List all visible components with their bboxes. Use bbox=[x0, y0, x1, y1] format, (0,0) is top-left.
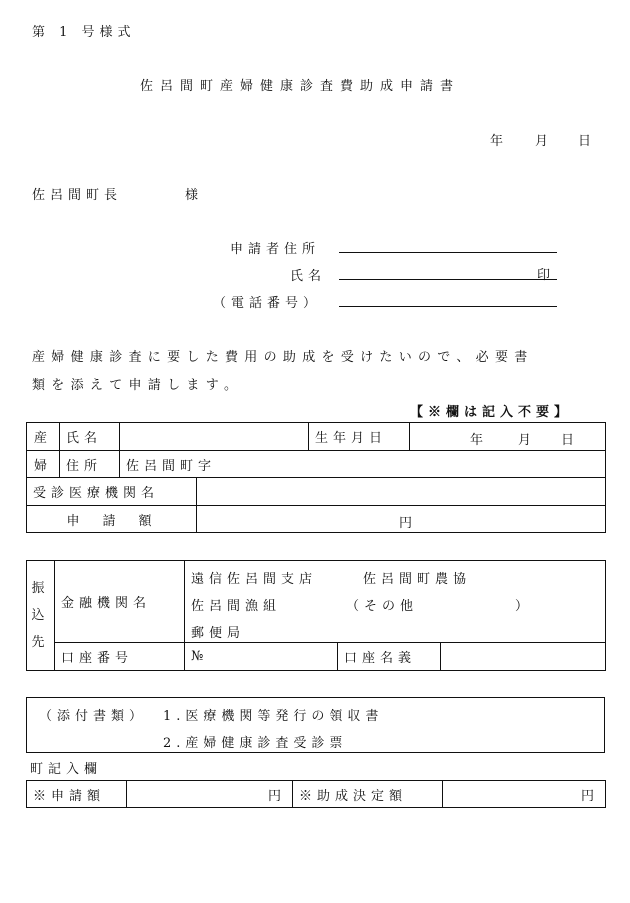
amount-unit: 円 bbox=[399, 516, 418, 531]
name-label: 氏名 bbox=[60, 423, 120, 451]
side-3: 先 bbox=[31, 635, 50, 650]
applied-amount-label: ※申請額 bbox=[27, 781, 127, 808]
date-day: 日 bbox=[578, 134, 592, 149]
bank-option-post[interactable]: 郵便局 bbox=[191, 626, 246, 641]
account-number-cell[interactable]: № bbox=[185, 643, 338, 671]
applicant-phone-label: （電話番号） bbox=[213, 296, 322, 311]
bank-transfer-table bbox=[26, 560, 606, 671]
applicant-address-label: 申請者住所 bbox=[230, 242, 321, 257]
attachment-item-1: 1.医療機関等発行の領収書 bbox=[163, 709, 384, 724]
bank-option-other-close: ） bbox=[515, 599, 534, 614]
account-name-label: 口座名義 bbox=[338, 643, 441, 671]
birth-cell[interactable] bbox=[410, 423, 606, 451]
bank-option-other[interactable]: （その他 bbox=[346, 599, 419, 614]
applicant-phone-line[interactable] bbox=[339, 306, 557, 307]
address-label: 住所 bbox=[60, 451, 120, 478]
note-not-required: 【※欄は記入不要】 bbox=[410, 405, 573, 420]
applicant-address-line[interactable] bbox=[339, 252, 557, 253]
bank-option-fishery[interactable]: 佐呂間漁組 bbox=[191, 599, 282, 614]
clinic-amount-table bbox=[26, 477, 606, 533]
bank-options[interactable] bbox=[185, 561, 606, 643]
date-year: 年 bbox=[490, 134, 504, 149]
side-2: 込 bbox=[31, 608, 50, 623]
birth-year: 年 bbox=[470, 433, 489, 448]
birth-month: 月 bbox=[518, 433, 537, 448]
name-cell[interactable] bbox=[120, 423, 309, 451]
attachments-label: （添付書類） bbox=[39, 709, 148, 724]
account-name-cell[interactable] bbox=[441, 643, 606, 671]
amount-cell[interactable] bbox=[197, 506, 606, 533]
clinic-cell[interactable] bbox=[197, 478, 606, 506]
account-number-label: 口座番号 bbox=[55, 643, 185, 671]
town-section-label: 町記入欄 bbox=[30, 762, 103, 777]
page-title: 佐呂間町産婦健康診査費助成申請書 bbox=[140, 79, 461, 94]
applicant-info-table bbox=[26, 422, 606, 478]
side-label-2: 婦 bbox=[27, 451, 60, 478]
town-section-table bbox=[26, 780, 606, 808]
body-text-line2: 類を添えて申請します。 bbox=[32, 378, 244, 393]
attachments-box bbox=[26, 697, 605, 753]
attachment-item-2: 2.産婦健康診査受診票 bbox=[163, 736, 348, 751]
bank-label: 金融機関名 bbox=[55, 561, 185, 643]
decided-amount-label: ※助成決定額 bbox=[293, 781, 443, 808]
applicant-name-line[interactable] bbox=[339, 279, 557, 280]
addressee-honorific: 様 bbox=[185, 188, 199, 203]
birth-day: 日 bbox=[561, 433, 580, 448]
addressee-name: 佐呂間町長 bbox=[32, 188, 123, 203]
bank-option-ja[interactable]: 佐呂間町農協 bbox=[363, 572, 472, 587]
seal-mark: 印 bbox=[537, 268, 551, 283]
applied-amount-cell[interactable]: 円 bbox=[127, 781, 293, 808]
clinic-label: 受診医療機関名 bbox=[27, 478, 197, 506]
applicant-name-label: 氏名 bbox=[290, 269, 327, 284]
birth-label: 生年月日 bbox=[309, 423, 410, 451]
date-month: 月 bbox=[535, 134, 549, 149]
body-text-line1: 産婦健康診査に要した費用の助成を受けたいので、必要書 bbox=[32, 350, 534, 365]
address-value[interactable]: 佐呂間町字 bbox=[120, 451, 606, 478]
amount-label: 申 請 額 bbox=[27, 506, 197, 533]
transfer-side-label bbox=[27, 561, 55, 671]
decided-amount-cell[interactable]: 円 bbox=[443, 781, 606, 808]
side-1: 振 bbox=[31, 581, 50, 596]
bank-option-shinkin[interactable]: 遠信佐呂間支店 bbox=[191, 572, 318, 587]
form-number: 第 1 号様式 bbox=[32, 25, 136, 40]
side-label-1: 産 bbox=[27, 423, 60, 451]
